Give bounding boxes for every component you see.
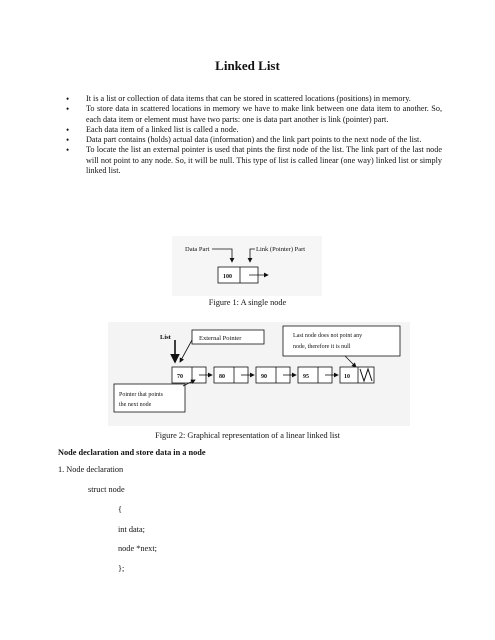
node-value: 70 <box>177 374 183 380</box>
bullet-item: • It is a list or collection of data items that can be stored in scattered locations (positions) in memory. <box>66 94 442 104</box>
bullet-item: • To store data in scattered locations in memory we have to make link between one data item to another. So, each data item or element must have two parts: one is data part another is link (pointer) part. <box>66 104 442 125</box>
first-node-note-line2: the next node <box>119 402 152 408</box>
page-title: Linked List <box>215 58 280 73</box>
code-line: int data; <box>118 525 145 534</box>
node-value: 90 <box>261 374 267 380</box>
code-line: struct node <box>88 485 125 494</box>
bullet-item: • Data part contains (holds) actual data (information) and the link part points to the next node of the list. <box>66 135 442 145</box>
section-heading: Node declaration and store data in a node <box>58 448 206 457</box>
node-value: 95 <box>303 374 309 380</box>
last-node-note-box <box>283 326 400 356</box>
figure2-caption: Figure 2: Graphical representation of a linear linked list <box>155 431 340 440</box>
external-pointer-label: External Pointer <box>199 335 242 342</box>
single-node-value: 100 <box>223 274 232 280</box>
first-node-note-line1: Pointer that points <box>119 392 163 398</box>
figure1-caption: Figure 1: A single node <box>208 298 287 307</box>
last-node-note-line2: node, therefore it is null <box>293 344 351 350</box>
node-value: 80 <box>219 374 225 380</box>
list-label: List <box>160 334 171 341</box>
bullet-item: • Each data item of a linked list is called a node. <box>66 125 442 135</box>
data-part-label: Data Part <box>185 246 210 253</box>
node-10-last <box>340 367 374 383</box>
link-part-label: Link (Pointer) Part <box>256 246 306 253</box>
bullet-item: • To locate the list an external pointer is used that pints the first node of the list. The link part of the last node will not point to any node. So, it will be null. This type of list is called linear (one way) linked list or simply linked list. <box>66 145 442 176</box>
code-line: node *next; <box>118 544 157 553</box>
code-line: { <box>118 505 122 514</box>
code-step-label: 1. Node declaration <box>58 465 124 474</box>
node-value: 10 <box>344 374 350 380</box>
code-line: }; <box>118 564 125 573</box>
last-node-note-line1: Last node does not point any <box>293 333 363 339</box>
